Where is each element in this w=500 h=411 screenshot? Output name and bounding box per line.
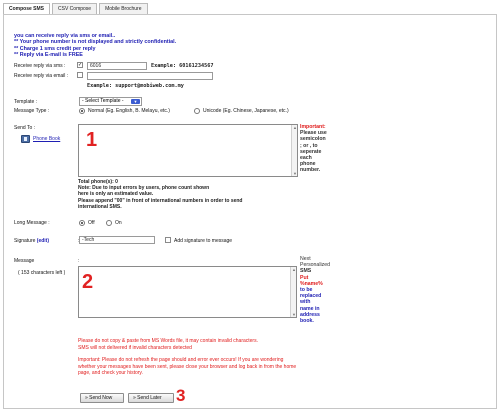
phone-note: here is only an estimated value.	[78, 191, 154, 198]
send-to-label: Send To :	[14, 125, 36, 131]
send-to-textarea[interactable]	[78, 124, 298, 177]
message-hint-line: address	[300, 311, 320, 318]
tab-csv-compose[interactable]: CSV Compose	[52, 3, 97, 14]
message-char-counter: ( 153 characters left )	[18, 270, 66, 276]
long-message-off-radio[interactable]	[79, 220, 85, 226]
phone-note: Please append "00" in front of international numbers in order to send	[78, 197, 243, 204]
signature-edit-link[interactable]: (edit)	[36, 238, 50, 244]
notice-line: ** Charge 1 sms credit per reply	[14, 45, 96, 52]
annotation-2: 2	[82, 271, 94, 293]
template-selected: - Select Template -	[82, 98, 124, 104]
send-now-button[interactable]: » Send Now	[80, 393, 124, 403]
send-to-hint-line: each	[300, 155, 312, 162]
message-colon: :	[78, 258, 80, 264]
notice-line: ** Reply via E-mail is FREE	[14, 52, 83, 59]
message-hint-line: to be	[300, 287, 313, 294]
template-label: Template :	[14, 99, 38, 105]
warning-line: Please do not copy & paste from MS Words file, it may contain invalid characters.	[78, 338, 258, 344]
template-select[interactable]	[79, 97, 142, 106]
message-hint-line: replaced	[300, 293, 322, 300]
refresh-warning	[78, 357, 296, 377]
reply-email-checkbox[interactable]	[77, 72, 83, 78]
message-hint-line: Put	[300, 274, 309, 281]
annotation-3: 3	[176, 386, 186, 405]
tab-mobile-brochure[interactable]: Mobile Brochure	[99, 3, 147, 14]
message-hint-line: SMS	[300, 268, 312, 275]
message-scrollbar[interactable]	[290, 267, 296, 317]
message-type-label: Message Type :	[14, 108, 50, 114]
reply-sms-example: Example: 60161234567	[151, 63, 214, 69]
annotation-1: 1	[86, 129, 98, 151]
long-message-label: Long Message :	[14, 220, 50, 226]
send-later-button[interactable]: » Send Later	[128, 393, 174, 403]
phone-count: Total phone(s): 0	[78, 179, 118, 185]
message-hint-line: name in	[300, 305, 320, 312]
send-to-hint	[300, 124, 340, 174]
message-textarea[interactable]	[78, 266, 297, 318]
send-to-hint-line: Please use	[300, 130, 327, 137]
message-type-unicode-label: Unicode (Eg. Chinese, Japanese, etc.)	[203, 108, 289, 114]
send-to-hint-line: ; or , to	[300, 142, 318, 149]
notice-line: you can receive reply via sms or email..	[14, 33, 116, 39]
message-hint	[300, 256, 340, 324]
notice-line: ** Your phone number is not displayed and strictly confidential.	[14, 39, 177, 46]
reply-notice	[14, 33, 176, 59]
message-hint-line: Personalized	[300, 262, 330, 269]
add-signature-checkbox[interactable]	[165, 237, 171, 243]
long-message-off-label: Off	[88, 220, 95, 226]
send-to-hint-line: semicolon	[300, 136, 326, 143]
warning-line: whether your messages have been sent, please close your browser and log back in from the home	[78, 363, 297, 370]
phone-note: international SMS.	[78, 203, 122, 210]
signature-input[interactable]: -Tech	[79, 236, 155, 244]
phone-book-link[interactable]: Phone Book	[33, 136, 61, 142]
message-type-unicode-radio[interactable]	[194, 108, 200, 114]
reply-sms-input[interactable]: 6016	[87, 62, 147, 70]
add-signature-label: Add signature to message	[174, 238, 233, 244]
message-label: Message	[14, 258, 35, 264]
tab-bar	[3, 3, 150, 14]
warning-line: Important: Please do not refresh the page should and error ever occurs! If you are wondering	[78, 357, 284, 363]
copy-paste-warning	[78, 338, 258, 351]
warning-line: SMS will not delivered if invalid characters detected	[78, 344, 192, 351]
reply-sms-label: Receive reply via sms :	[14, 63, 66, 69]
message-hint-line: Next	[300, 256, 311, 262]
message-type-normal-label: Normal (Eg. English, B. Melayu, etc.)	[88, 108, 170, 114]
tab-compose-sms[interactable]: Compose SMS	[3, 3, 50, 14]
reply-email-example: Example: support@mobiweb.com.my	[87, 83, 184, 89]
send-to-hint-title: Important:	[300, 124, 326, 130]
send-to-hint-line: seperate	[300, 148, 322, 155]
signature-label: Signature	[14, 238, 36, 244]
message-type-normal-radio[interactable]	[79, 108, 85, 114]
chevron-down-icon: ▼	[131, 99, 140, 104]
send-to-scrollbar[interactable]	[291, 125, 297, 176]
send-to-hint-line: phone	[300, 161, 316, 168]
phone-note: Note: Due to input errors by users, phone count shown	[78, 185, 210, 192]
message-hint-placeholder: %name%	[300, 280, 323, 287]
reply-sms-checkbox[interactable]: ✓	[78, 62, 83, 68]
phone-count-info	[78, 179, 243, 210]
message-hint-line: book.	[300, 318, 314, 325]
long-message-on-radio[interactable]	[106, 220, 112, 226]
long-message-on-label: On	[115, 220, 122, 226]
signature-label-group	[14, 238, 49, 244]
reply-email-label: Receive reply via email :	[14, 73, 69, 79]
message-hint-line: with	[300, 299, 311, 306]
warning-line: page, and check your history.	[78, 370, 143, 377]
phone-book-icon[interactable]	[21, 135, 30, 143]
reply-email-input[interactable]	[87, 72, 213, 80]
send-to-hint-line: number.	[300, 167, 321, 174]
